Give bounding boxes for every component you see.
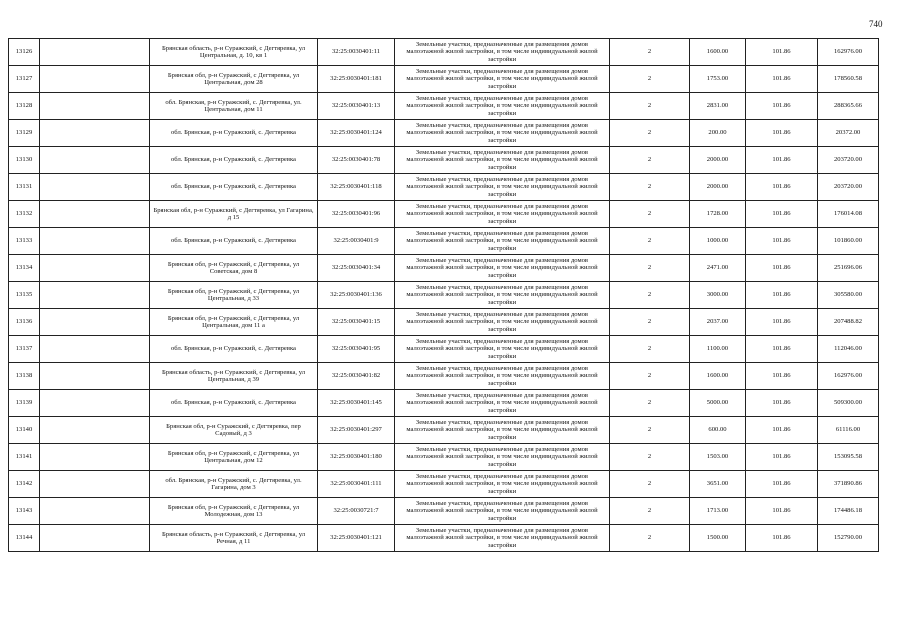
area-cell: 600.00	[690, 417, 746, 444]
cadastral-number-cell: 32:25:0030721:7	[318, 498, 395, 525]
row-number-cell: 13128	[9, 93, 40, 120]
address-cell: обл. Брянская, р-н Суражский, с. Дегтяревка	[150, 336, 318, 363]
table-row	[9, 174, 879, 201]
cadastral-number-cell: 32:25:0030401:297	[318, 417, 395, 444]
category-cell: 2	[610, 444, 690, 471]
empty-cell	[40, 336, 150, 363]
area-cell: 2000.00	[690, 147, 746, 174]
cadastral-value-cell: 305580.00	[818, 282, 879, 309]
cadastral-number-cell: 32:25:0030401:181	[318, 66, 395, 93]
empty-cell	[40, 93, 150, 120]
cadastral-value-cell: 371890.86	[818, 471, 879, 498]
cadastral-value-cell: 288365.66	[818, 93, 879, 120]
specific-value-cell: 101.86	[746, 66, 818, 93]
specific-value-cell: 101.86	[746, 336, 818, 363]
address-cell: Брянская обл, р-н Суражский, с Дегтяревка, ул Центральная, дом 28	[150, 66, 318, 93]
table-row	[9, 390, 879, 417]
table-row	[9, 444, 879, 471]
permitted-use-cell: Земельные участки, предназначенные для размещения домов малоэтажной жилой застройки, в том числе индивидуальной жилой застройки	[395, 201, 610, 228]
table-row	[9, 282, 879, 309]
specific-value-cell: 101.86	[746, 498, 818, 525]
address-cell: Брянская обл, р-н Суражский, с Дегтяревка, ул Советская, дом 8	[150, 255, 318, 282]
cadastral-number-cell: 32:25:0030401:136	[318, 282, 395, 309]
permitted-use-cell: Земельные участки, предназначенные для размещения домов малоэтажной жилой застройки, в том числе индивидуальной жилой застройки	[395, 174, 610, 201]
address-cell: обл. Брянская, р-н Суражский, с. Дегтяревка	[150, 120, 318, 147]
area-cell: 1600.00	[690, 39, 746, 66]
permitted-use-cell: Земельные участки, предназначенные для размещения домов малоэтажной жилой застройки, в том числе индивидуальной жилой застройки	[395, 498, 610, 525]
cadastral-value-cell: 162976.00	[818, 39, 879, 66]
cadastral-value-cell: 178560.58	[818, 66, 879, 93]
table-row	[9, 93, 879, 120]
page-number: 740	[869, 19, 883, 29]
specific-value-cell: 101.86	[746, 120, 818, 147]
row-number-cell: 13126	[9, 39, 40, 66]
permitted-use-cell: Земельные участки, предназначенные для размещения домов малоэтажной жилой застройки, в том числе индивидуальной жилой застройки	[395, 66, 610, 93]
permitted-use-cell: Земельные участки, предназначенные для размещения домов малоэтажной жилой застройки, в том числе индивидуальной жилой застройки	[395, 255, 610, 282]
permitted-use-cell: Земельные участки, предназначенные для размещения домов малоэтажной жилой застройки, в том числе индивидуальной жилой застройки	[395, 363, 610, 390]
cadastral-value-cell: 101860.00	[818, 228, 879, 255]
empty-cell	[40, 66, 150, 93]
area-cell: 3651.00	[690, 471, 746, 498]
empty-cell	[40, 471, 150, 498]
area-cell: 5000.00	[690, 390, 746, 417]
empty-cell	[40, 120, 150, 147]
table-row	[9, 228, 879, 255]
area-cell: 3000.00	[690, 282, 746, 309]
row-number-cell: 13133	[9, 228, 40, 255]
row-number-cell: 13141	[9, 444, 40, 471]
area-cell: 2471.00	[690, 255, 746, 282]
specific-value-cell: 101.86	[746, 525, 818, 552]
cadastral-value-cell: 207488.82	[818, 309, 879, 336]
category-cell: 2	[610, 471, 690, 498]
category-cell: 2	[610, 255, 690, 282]
empty-cell	[40, 444, 150, 471]
permitted-use-cell: Земельные участки, предназначенные для размещения домов малоэтажной жилой застройки, в том числе индивидуальной жилой застройки	[395, 93, 610, 120]
cadastral-value-cell: 251696.06	[818, 255, 879, 282]
specific-value-cell: 101.86	[746, 201, 818, 228]
row-number-cell: 13130	[9, 147, 40, 174]
table-row	[9, 66, 879, 93]
specific-value-cell: 101.86	[746, 363, 818, 390]
row-number-cell: 13137	[9, 336, 40, 363]
empty-cell	[40, 282, 150, 309]
row-number-cell: 13129	[9, 120, 40, 147]
category-cell: 2	[610, 201, 690, 228]
address-cell: обл. Брянская, р-н Суражский, с. Дегтяревка	[150, 147, 318, 174]
empty-cell	[40, 174, 150, 201]
specific-value-cell: 101.86	[746, 471, 818, 498]
table-row	[9, 471, 879, 498]
permitted-use-cell: Земельные участки, предназначенные для размещения домов малоэтажной жилой застройки, в том числе индивидуальной жилой застройки	[395, 471, 610, 498]
empty-cell	[40, 201, 150, 228]
cadastral-value-cell: 153095.58	[818, 444, 879, 471]
category-cell: 2	[610, 525, 690, 552]
cadastral-number-cell: 32:25:0030401:34	[318, 255, 395, 282]
land-plot-table	[8, 38, 879, 552]
empty-cell	[40, 498, 150, 525]
table-body	[9, 39, 879, 552]
specific-value-cell: 101.86	[746, 444, 818, 471]
row-number-cell: 13127	[9, 66, 40, 93]
specific-value-cell: 101.86	[746, 147, 818, 174]
empty-cell	[40, 39, 150, 66]
area-cell: 1728.00	[690, 201, 746, 228]
specific-value-cell: 101.86	[746, 309, 818, 336]
empty-cell	[40, 228, 150, 255]
specific-value-cell: 101.86	[746, 390, 818, 417]
row-number-cell: 13142	[9, 471, 40, 498]
table-row	[9, 525, 879, 552]
cadastral-value-cell: 176014.08	[818, 201, 879, 228]
cadastral-number-cell: 32:25:0030401:9	[318, 228, 395, 255]
table-row	[9, 498, 879, 525]
table-row	[9, 417, 879, 444]
table-row	[9, 363, 879, 390]
empty-cell	[40, 525, 150, 552]
address-cell: обл. Брянская, р-н Суражский, с. Дегтяревка, ул. Центральная, дом 11	[150, 93, 318, 120]
permitted-use-cell: Земельные участки, предназначенные для размещения домов малоэтажной жилой застройки, в том числе индивидуальной жилой застройки	[395, 228, 610, 255]
cadastral-number-cell: 32:25:0030401:111	[318, 471, 395, 498]
area-cell: 1753.00	[690, 66, 746, 93]
row-number-cell: 13144	[9, 525, 40, 552]
cadastral-number-cell: 32:25:0030401:11	[318, 39, 395, 66]
table-row	[9, 120, 879, 147]
category-cell: 2	[610, 336, 690, 363]
category-cell: 2	[610, 147, 690, 174]
empty-cell	[40, 363, 150, 390]
category-cell: 2	[610, 309, 690, 336]
permitted-use-cell: Земельные участки, предназначенные для размещения домов малоэтажной жилой застройки, в том числе индивидуальной жилой застройки	[395, 444, 610, 471]
specific-value-cell: 101.86	[746, 228, 818, 255]
row-number-cell: 13134	[9, 255, 40, 282]
address-cell: Брянская обл, р-н Суражский, с Дегтяревка, ул Центральная, д 33	[150, 282, 318, 309]
table-row	[9, 39, 879, 66]
specific-value-cell: 101.86	[746, 93, 818, 120]
permitted-use-cell: Земельные участки, предназначенные для размещения домов малоэтажной жилой застройки, в том числе индивидуальной жилой застройки	[395, 525, 610, 552]
row-number-cell: 13136	[9, 309, 40, 336]
area-cell: 1000.00	[690, 228, 746, 255]
cadastral-value-cell: 509300.00	[818, 390, 879, 417]
area-cell: 1500.00	[690, 525, 746, 552]
empty-cell	[40, 390, 150, 417]
category-cell: 2	[610, 120, 690, 147]
area-cell: 1600.00	[690, 363, 746, 390]
permitted-use-cell: Земельные участки, предназначенные для размещения домов малоэтажной жилой застройки, в том числе индивидуальной жилой застройки	[395, 282, 610, 309]
cadastral-value-cell: 174486.18	[818, 498, 879, 525]
address-cell: обл. Брянская, р-н Суражский, с. Дегтяревка	[150, 228, 318, 255]
address-cell: обл. Брянская, р-н Суражский, с. Дегтяревка, ул. Гагарина, дом 3	[150, 471, 318, 498]
empty-cell	[40, 417, 150, 444]
category-cell: 2	[610, 93, 690, 120]
row-number-cell: 13139	[9, 390, 40, 417]
row-number-cell: 13132	[9, 201, 40, 228]
cadastral-value-cell: 61116.00	[818, 417, 879, 444]
area-cell: 2831.00	[690, 93, 746, 120]
category-cell: 2	[610, 363, 690, 390]
category-cell: 2	[610, 498, 690, 525]
row-number-cell: 13140	[9, 417, 40, 444]
empty-cell	[40, 309, 150, 336]
specific-value-cell: 101.86	[746, 39, 818, 66]
permitted-use-cell: Земельные участки, предназначенные для размещения домов малоэтажной жилой застройки, в том числе индивидуальной жилой застройки	[395, 147, 610, 174]
row-number-cell: 13135	[9, 282, 40, 309]
address-cell: Брянская область, р-н Суражский, с Дегтяревка, ул Речная, д 11	[150, 525, 318, 552]
address-cell: Брянская область, р-н Суражский, с Дегтяревка, ул Центральная, д. 10, кв 1	[150, 39, 318, 66]
area-cell: 1503.00	[690, 444, 746, 471]
specific-value-cell: 101.86	[746, 417, 818, 444]
cadastral-number-cell: 32:25:0030401:145	[318, 390, 395, 417]
address-cell: обл. Брянская, р-н Суражский, с. Дегтяревка	[150, 174, 318, 201]
area-cell: 200.00	[690, 120, 746, 147]
cadastral-number-cell: 32:25:0030401:180	[318, 444, 395, 471]
category-cell: 2	[610, 282, 690, 309]
area-cell: 2000.00	[690, 174, 746, 201]
empty-cell	[40, 255, 150, 282]
area-cell: 1100.00	[690, 336, 746, 363]
specific-value-cell: 101.86	[746, 174, 818, 201]
row-number-cell: 13143	[9, 498, 40, 525]
category-cell: 2	[610, 66, 690, 93]
permitted-use-cell: Земельные участки, предназначенные для размещения домов малоэтажной жилой застройки, в том числе индивидуальной жилой застройки	[395, 39, 610, 66]
cadastral-number-cell: 32:25:0030401:124	[318, 120, 395, 147]
empty-cell	[40, 147, 150, 174]
category-cell: 2	[610, 417, 690, 444]
cadastral-number-cell: 32:25:0030401:15	[318, 309, 395, 336]
permitted-use-cell: Земельные участки, предназначенные для размещения домов малоэтажной жилой застройки, в том числе индивидуальной жилой застройки	[395, 120, 610, 147]
table-row	[9, 309, 879, 336]
address-cell: обл. Брянская, р-н Суражский, с. Дегтяревка	[150, 390, 318, 417]
permitted-use-cell: Земельные участки, предназначенные для размещения домов малоэтажной жилой застройки, в том числе индивидуальной жилой застройки	[395, 417, 610, 444]
cadastral-number-cell: 32:25:0030401:118	[318, 174, 395, 201]
cadastral-number-cell: 32:25:0030401:95	[318, 336, 395, 363]
cadastral-value-cell: 162976.00	[818, 363, 879, 390]
category-cell: 2	[610, 228, 690, 255]
category-cell: 2	[610, 174, 690, 201]
cadastral-number-cell: 32:25:0030401:82	[318, 363, 395, 390]
address-cell: Брянская обл, р-н Суражский, с Дегтяревка, ул Центральная, дом 12	[150, 444, 318, 471]
row-number-cell: 13131	[9, 174, 40, 201]
address-cell: Брянская обл, р-н Суражский, с Дегтяревка, ул Центральная, дом 11 а	[150, 309, 318, 336]
specific-value-cell: 101.86	[746, 255, 818, 282]
row-number-cell: 13138	[9, 363, 40, 390]
table-row	[9, 255, 879, 282]
table-row	[9, 147, 879, 174]
cadastral-value-cell: 112046.00	[818, 336, 879, 363]
address-cell: Брянская обл, р-н Суражский, с Дегтяревка, пер Садовый, д 3	[150, 417, 318, 444]
cadastral-value-cell: 20372.00	[818, 120, 879, 147]
cadastral-value-cell: 203720.00	[818, 174, 879, 201]
cadastral-number-cell: 32:25:0030401:121	[318, 525, 395, 552]
category-cell: 2	[610, 390, 690, 417]
cadastral-number-cell: 32:25:0030401:13	[318, 93, 395, 120]
address-cell: Брянская область, р-н Суражский, с Дегтяревка, ул Центральная, д 39	[150, 363, 318, 390]
cadastral-number-cell: 32:25:0030401:96	[318, 201, 395, 228]
address-cell: Брянская обл, р-н Суражский, с Дегтяревка, ул Гагарина, д 15	[150, 201, 318, 228]
permitted-use-cell: Земельные участки, предназначенные для размещения домов малоэтажной жилой застройки, в том числе индивидуальной жилой застройки	[395, 309, 610, 336]
category-cell: 2	[610, 39, 690, 66]
area-cell: 2037.00	[690, 309, 746, 336]
cadastral-number-cell: 32:25:0030401:78	[318, 147, 395, 174]
table-row	[9, 201, 879, 228]
area-cell: 1713.00	[690, 498, 746, 525]
cadastral-value-cell: 203720.00	[818, 147, 879, 174]
specific-value-cell: 101.86	[746, 282, 818, 309]
permitted-use-cell: Земельные участки, предназначенные для размещения домов малоэтажной жилой застройки, в том числе индивидуальной жилой застройки	[395, 390, 610, 417]
address-cell: Брянская обл, р-н Суражский, с Дегтяревка, ул Молодежная, дом 13	[150, 498, 318, 525]
permitted-use-cell: Земельные участки, предназначенные для размещения домов малоэтажной жилой застройки, в том числе индивидуальной жилой застройки	[395, 336, 610, 363]
cadastral-value-cell: 152790.00	[818, 525, 879, 552]
table-row	[9, 336, 879, 363]
